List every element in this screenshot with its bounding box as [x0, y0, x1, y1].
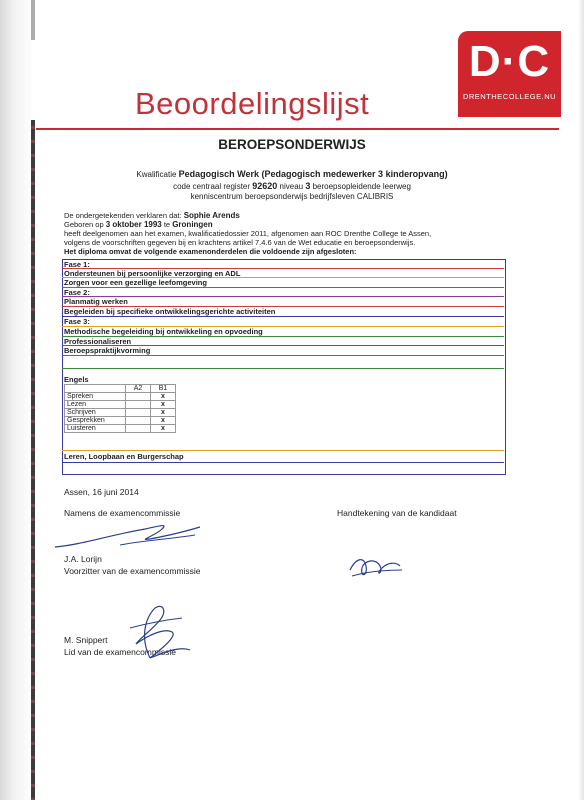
niveau-value: 3 — [305, 180, 311, 191]
title-rule — [36, 128, 559, 130]
birth-date: 3 oktober 1993 — [105, 220, 162, 229]
row-rule — [62, 462, 504, 463]
logo-mark: D·C — [468, 37, 551, 86]
row-rule — [62, 450, 504, 451]
statement-intro: De ondergetekenden verklaren dat: — [64, 211, 182, 220]
chair-role: Voorzitter van de examencommissie — [64, 566, 201, 576]
b1-mark: x — [151, 401, 176, 409]
scan-edge-strip-top — [31, 0, 35, 40]
b1-mark: x — [151, 393, 176, 401]
row-rule — [62, 296, 504, 297]
place-date: Assen, 16 juni 2014 — [64, 487, 139, 497]
english-header-blank — [65, 385, 126, 393]
row-rule — [62, 287, 504, 288]
b1-mark: x — [151, 409, 176, 417]
a2-mark — [126, 393, 151, 401]
statement-block — [64, 211, 534, 256]
b1-mark: x — [151, 425, 176, 433]
b1-mark: x — [151, 417, 176, 425]
english-row — [65, 417, 176, 425]
kenniscentrum: kenniscentrum beroepsonderwijs bedrijfsleven CALIBRIS — [190, 192, 394, 201]
english-header-row — [65, 385, 176, 393]
scan-edge-strip — [31, 120, 35, 800]
a2-mark — [126, 417, 151, 425]
skill-name: Spreken — [65, 393, 126, 401]
english-row — [65, 409, 176, 417]
qualification-label: Kwalificatie — [136, 170, 177, 179]
english-row — [65, 425, 176, 433]
born-label: Geboren op — [64, 220, 104, 229]
english-row — [65, 401, 176, 409]
statement-line-4: volgens de voorschriften gegeven bij en krachtens artikel 7.4.6 van de Wet educatie en beroepsonderwijs. — [64, 238, 416, 247]
a2-mark — [126, 425, 151, 433]
scan-edge-right — [578, 0, 584, 800]
qualification-name: Pedagogisch Werk (Pedagogisch medewerker 3 kinderopvang) — [178, 169, 448, 179]
row-rule — [62, 316, 504, 317]
english-row — [65, 393, 176, 401]
register-code: 92620 — [252, 180, 278, 191]
scan-edge-left — [0, 0, 34, 800]
member-name: M. Snippert — [64, 635, 108, 645]
english-heading: Engels — [64, 375, 89, 384]
component-item: Methodische begeleiding bij ontwikkeling en opvoeding — [64, 327, 263, 336]
member-role: Lid van de examencommissie — [64, 647, 176, 657]
row-rule — [62, 368, 504, 369]
birth-place: Groningen — [172, 220, 213, 229]
chair-name: J.A. Lorijn — [64, 554, 102, 564]
llb-item: Leren, Loopbaan en Burgerschap — [64, 452, 184, 461]
niveau-label: niveau — [279, 181, 304, 191]
candidate-signature-label: Handtekening van de kandidaat — [337, 508, 457, 518]
member-signature — [110, 598, 200, 668]
logo-subtitle: DRENTHECOLLEGE.NU — [462, 92, 557, 101]
born-mid: te — [163, 220, 171, 229]
component-item: Fase 3: — [64, 317, 90, 326]
skill-name: Gesprekken — [65, 417, 126, 425]
qualification-block — [0, 169, 584, 203]
skill-name: Schrijven — [65, 409, 126, 417]
column-a2: A2 — [126, 385, 151, 393]
drenthe-college-logo — [458, 31, 561, 117]
a2-mark — [126, 401, 151, 409]
skill-name: Luisteren — [65, 425, 126, 433]
component-item: Planmatig werken — [64, 297, 128, 306]
chair-block — [64, 553, 201, 577]
english-table — [64, 384, 176, 433]
chair-signature — [50, 515, 210, 555]
component-item: Beroepspraktijkvorming — [64, 346, 151, 355]
row-rule — [62, 355, 504, 356]
statement-line-5: Het diploma omvat de volgende examenonderdelen die voldoende zijn afgesloten: — [64, 247, 357, 256]
component-item: Zorgen voor een gezellige leefomgeving — [64, 278, 207, 287]
component-item: Begeleiden bij specifieke ontwikkelingsgerichte activiteiten — [64, 307, 276, 316]
column-b1: B1 — [151, 385, 176, 393]
register-label: code centraal register — [173, 181, 251, 191]
statement-line-3: heeft deelgenomen aan het examen, kwalificatiedossier 2011, afgenomen aan ROC Drenthe College te Assen, — [64, 229, 432, 238]
a2-mark — [126, 409, 151, 417]
leerweg-label: beroepsopleidende leerweg — [312, 181, 411, 191]
component-item: Fase 1: — [64, 260, 90, 269]
component-item: Professionaliseren — [64, 337, 132, 346]
document-subtitle: BEROEPSONDERWIJS — [218, 137, 366, 152]
components-box — [62, 259, 506, 475]
skill-name: Lezen — [65, 401, 126, 409]
candidate-name: Sophie Arends — [183, 211, 240, 220]
commission-label: Namens de examencommissie — [64, 508, 181, 518]
candidate-signature — [346, 548, 406, 584]
component-item: Fase 2: — [64, 288, 90, 297]
document-title: Beoordelingslijst — [135, 86, 370, 121]
component-item: Ondersteunen bij persoonlijke verzorging en ADL — [64, 269, 241, 278]
